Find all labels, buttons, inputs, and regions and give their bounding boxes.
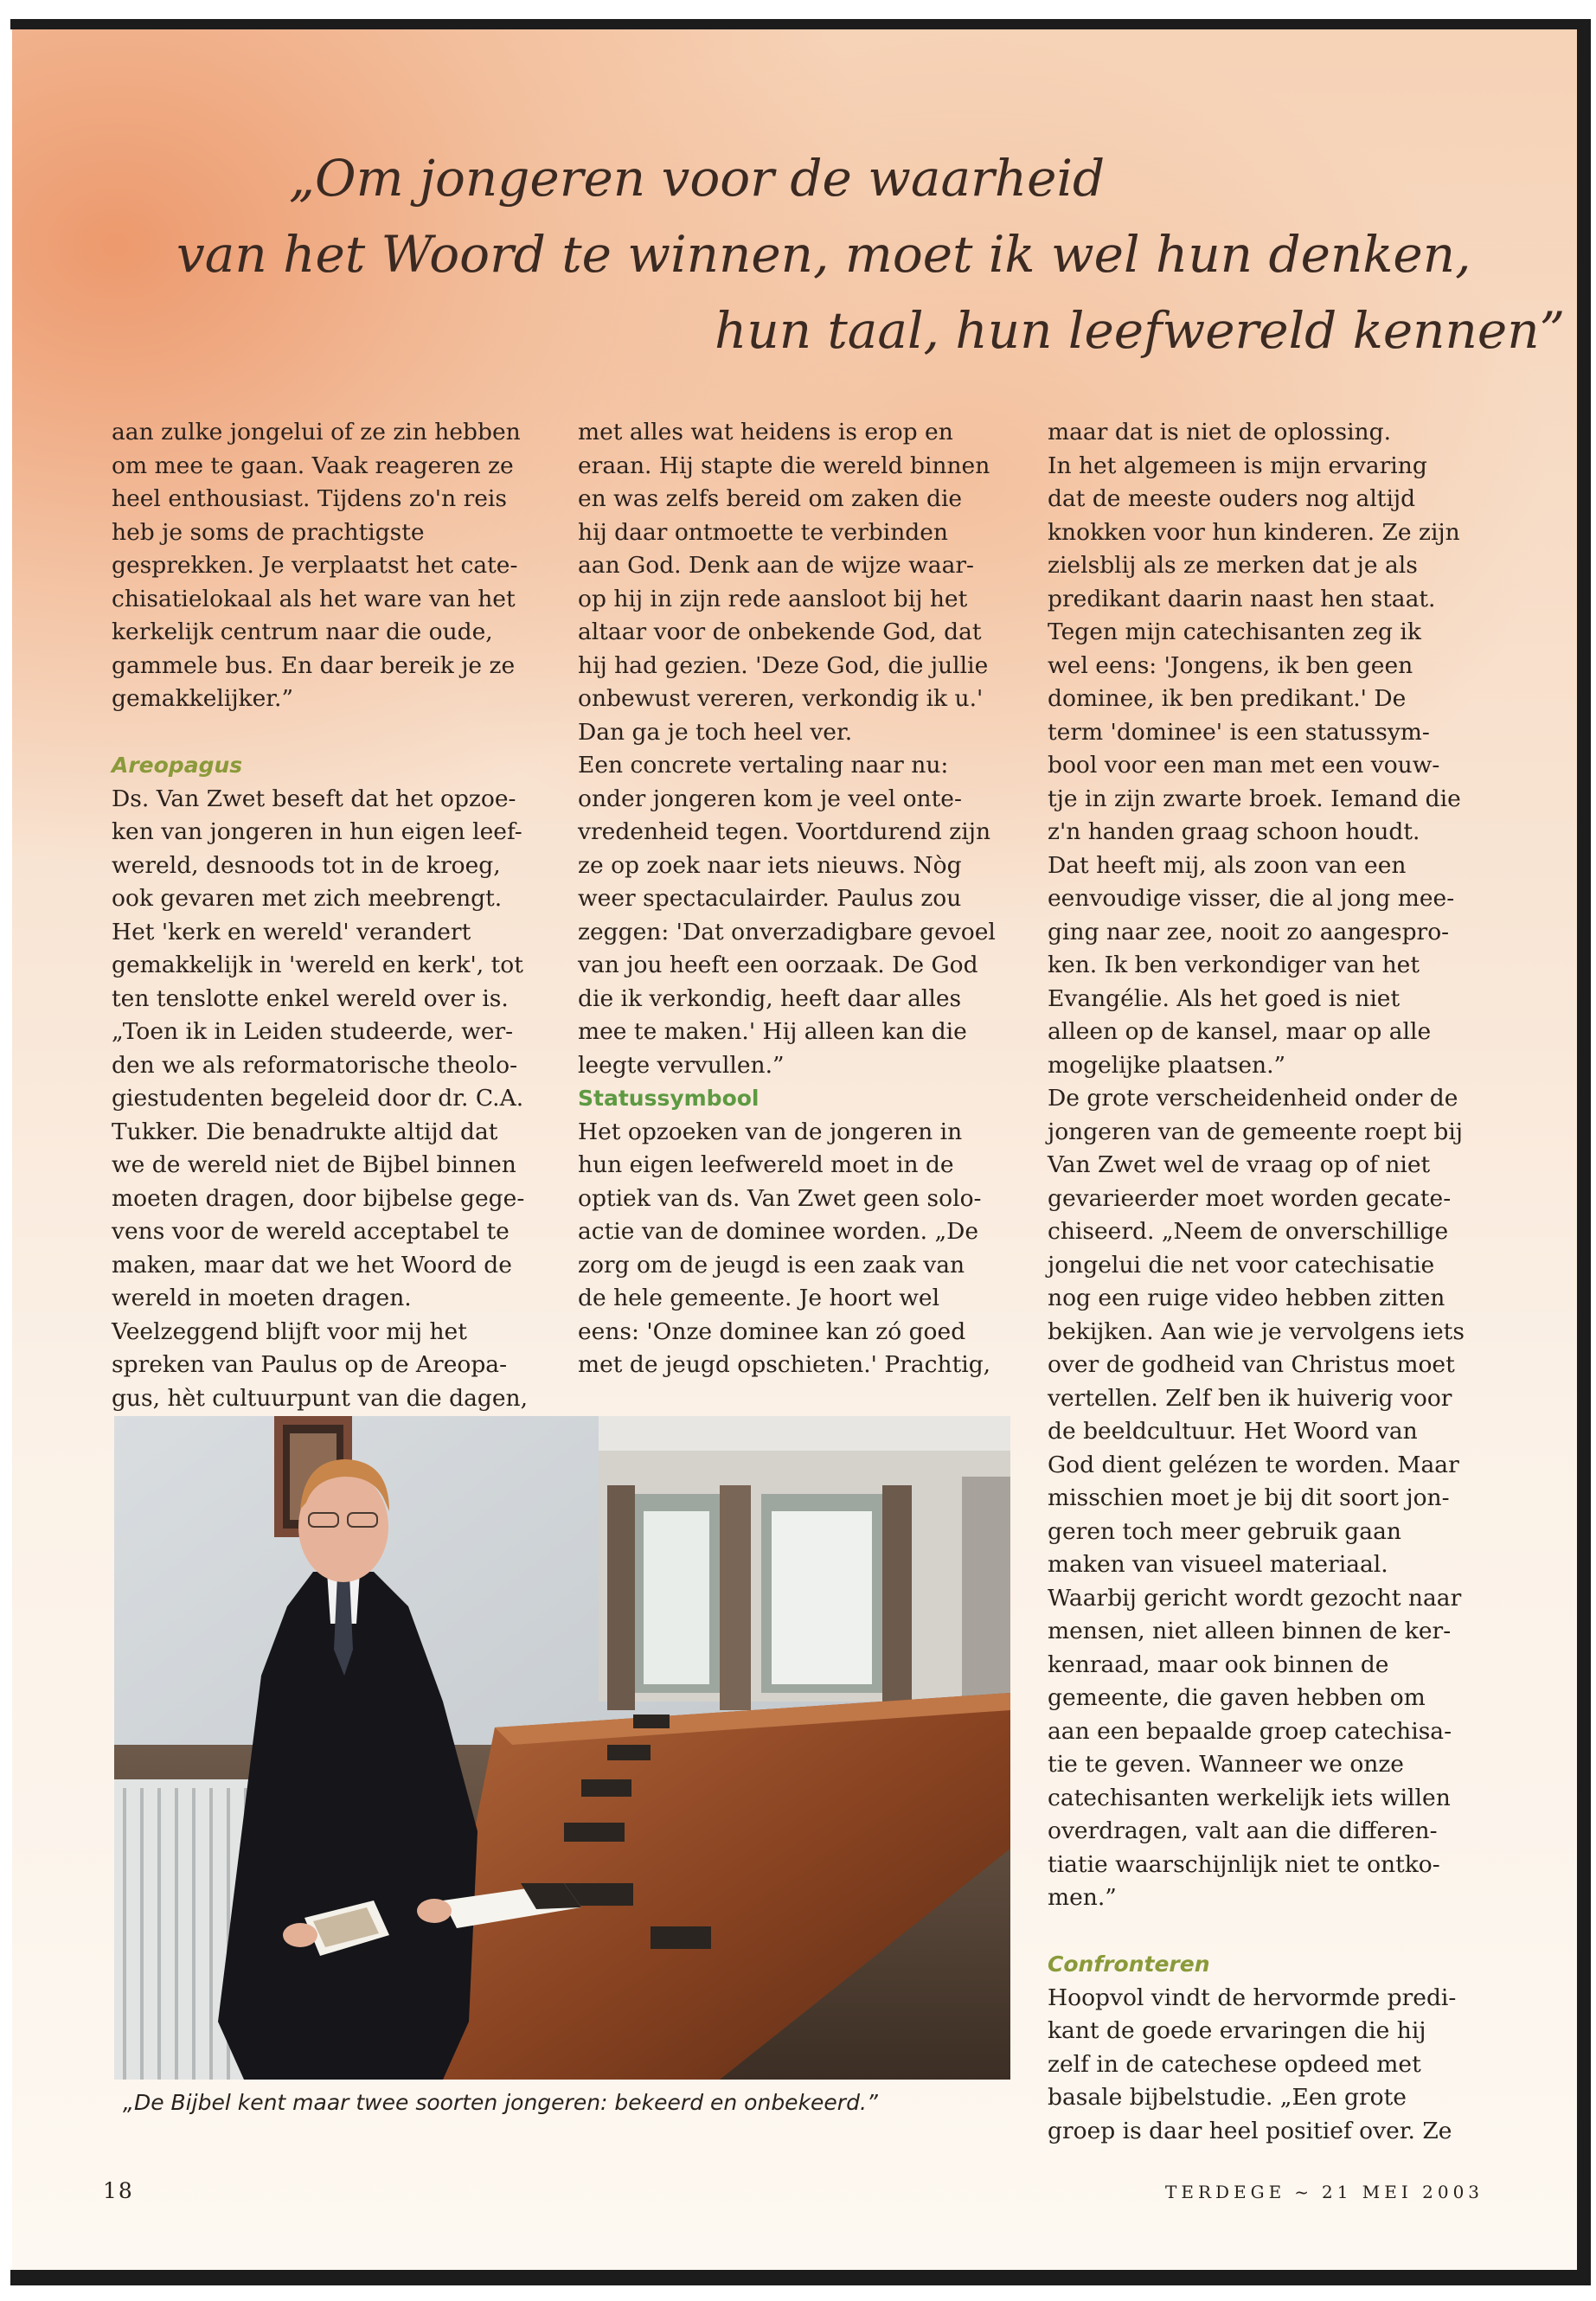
body-line: In het algemeen is mijn ervaring <box>1048 452 1427 479</box>
body-line: actie van de dominee worden. „De <box>578 1218 979 1245</box>
body-line: zielsblij als ze merken dat je als <box>1048 552 1418 579</box>
body-line: spreken van Paulus op de Areopa- <box>112 1351 508 1378</box>
subheading-confronteren: Confronteren <box>1048 1952 1210 1977</box>
body-line: giestudenten begeleid door dr. C.A. <box>112 1085 524 1112</box>
body-line: hun eigen leefwereld moet in de <box>578 1151 954 1178</box>
body-line: Dat heeft mij, als zoon van een <box>1048 851 1407 879</box>
body-line: eens: 'Onze dominee kan zó goed <box>578 1317 966 1345</box>
body-line: Het opzoeken van de jongeren in <box>578 1118 963 1145</box>
subheading-statussymbool: Statussymbool <box>578 1086 760 1111</box>
pull-quote-line: van het Woord te winnen, moet ik wel hun denken, <box>176 225 1471 284</box>
body-line: dominee, ik ben predikant.' De <box>1048 685 1407 712</box>
body-line: alleen op de kansel, maar op alle <box>1048 1018 1432 1045</box>
body-line: wereld, desnoods tot in de kroeg, <box>112 851 501 879</box>
body-line: zelf in de catechese opdeed met <box>1048 2050 1421 2078</box>
body-line: „Toen ik in Leiden studeerde, wer- <box>112 1018 514 1045</box>
body-line: onbewust vereren, verkondig ik u.' <box>578 685 984 712</box>
body-line: Ds. Van Zwet beseft dat het opzoe- <box>112 785 516 812</box>
body-line: maken van visueel materiaal. <box>1048 1551 1388 1578</box>
body-line: aan zulke jongelui of ze zin hebben <box>112 419 521 445</box>
body-line: heb je soms de prachtigste <box>112 518 425 546</box>
body-line: Veelzeggend blijft voor mij het <box>112 1317 467 1345</box>
body-line: weer spectaculairder. Paulus zou <box>578 885 962 912</box>
body-line: wereld in moeten dragen. <box>112 1285 412 1311</box>
issue-date: 21 MEI 2003 <box>1321 2182 1484 2202</box>
pull-quote-line: „Om jongeren voor de waarheid <box>289 149 1106 208</box>
body-line: Waarbij gericht wordt gezocht naar <box>1048 1584 1462 1612</box>
body-line: leegte vervullen.” <box>578 1051 785 1079</box>
article-column-1 <box>112 416 544 1415</box>
body-line: moeten dragen, door bijbelse gege- <box>112 1184 525 1212</box>
body-line: eraan. Hij stapte die wereld binnen <box>578 452 990 479</box>
body-line: met alles wat heidens is erop en <box>578 419 953 445</box>
body-line: overdragen, valt aan die differen- <box>1048 1817 1438 1844</box>
body-line: gemeente, die gaven hebben om <box>1048 1684 1426 1711</box>
body-line: gemakkelijk in 'wereld en kerk', tot <box>112 952 523 978</box>
body-line: gus, hèt cultuurpunt van die dagen, <box>112 1384 529 1412</box>
body-line: de hele gemeente. Je hoort wel <box>578 1285 940 1311</box>
body-line: gammele bus. En daar bereik je ze <box>112 651 516 679</box>
body-line: we de wereld niet de Bijbel binnen <box>112 1151 516 1178</box>
body-line: kant de goede ervaringen die hij <box>1048 2017 1426 2044</box>
body-line: jongelui die net voor catechisatie <box>1048 1251 1435 1279</box>
body-line: gemakkelijker.” <box>112 685 294 712</box>
body-line: vertellen. Zelf ben ik huiverig voor <box>1048 1384 1452 1412</box>
article-column-3 <box>1048 416 1480 2148</box>
photo-caption: „De Bijbel kent maar twee soorten jongeren: bekeerd en onbekeerd.” <box>123 2090 878 2115</box>
subheading-areopagus: Areopagus <box>112 753 243 778</box>
body-line: catechisanten werkelijk iets willen <box>1048 1784 1451 1811</box>
body-line: Tukker. Die benadrukte altijd dat <box>112 1118 498 1145</box>
body-line: onder jongeren kom je veel onte- <box>578 785 962 812</box>
body-line: over de godheid van Christus moet <box>1048 1351 1455 1378</box>
article-column-2 <box>578 416 1010 1382</box>
body-line: mensen, niet alleen binnen de ker- <box>1048 1618 1452 1644</box>
body-line: en was zelfs bereid om zaken die <box>578 485 963 512</box>
body-line: met de jeugd opschieten.' Prachtig, <box>578 1351 991 1378</box>
body-line: altaar voor de onbekende God, dat <box>578 619 982 645</box>
footer-separator: ~ <box>1294 2182 1313 2202</box>
body-line: van jou heeft een oorzaak. De God <box>578 952 978 978</box>
body-line: term 'dominee' is een statussym- <box>1048 718 1430 746</box>
body-line: hij daar ontmoette te verbinden <box>578 518 948 546</box>
body-line: Het 'kerk en wereld' verandert <box>112 918 471 945</box>
body-line: de beeldcultuur. Het Woord van <box>1048 1418 1418 1445</box>
body-line: Tegen mijn catechisanten zeg ik <box>1048 619 1421 645</box>
body-line: mee te maken.' Hij alleen kan die <box>578 1018 967 1045</box>
body-line: die ik verkondig, heeft daar alles <box>578 984 962 1012</box>
publication-footer <box>1165 2182 1492 2202</box>
page-number: 18 <box>103 2178 134 2203</box>
body-line: gevarieerder moet worden gecate- <box>1048 1184 1452 1212</box>
pull-quote <box>12 29 1577 393</box>
body-line: groep is daar heel positief over. Ze <box>1048 2117 1452 2144</box>
body-line: misschien moet je bij dit soort jon- <box>1048 1484 1450 1511</box>
body-line: maken, maar dat we het Woord de <box>112 1251 512 1279</box>
body-line: Een concrete vertaling naar nu: <box>578 752 949 779</box>
body-line: tje in zijn zwarte broek. Iemand die <box>1048 785 1461 812</box>
body-line: vens voor de wereld acceptabel te <box>112 1218 510 1245</box>
body-line: aan een bepaalde groep catechisa- <box>1048 1717 1452 1745</box>
magazine-page <box>12 29 1577 2270</box>
body-line: om mee te gaan. Vaak reageren ze <box>112 452 514 479</box>
body-line: zeggen: 'Dat onverzadigbare gevoel <box>578 918 996 945</box>
body-line: ken. Ik ben verkondiger van het <box>1048 952 1420 978</box>
body-line: jongeren van de gemeente roept bij <box>1048 1118 1464 1145</box>
scan-border-top <box>10 19 1590 29</box>
body-line: ze op zoek naar iets nieuws. Nòg <box>578 851 962 879</box>
body-line: eenvoudige visser, die al jong mee- <box>1048 885 1455 912</box>
body-line: Hoopvol vindt de hervormde predi- <box>1048 1984 1457 2011</box>
body-line: basale bijbelstudie. „Een grote <box>1048 2084 1407 2111</box>
body-line: men.” <box>1048 1884 1117 1911</box>
body-line: ook gevaren met zich meebrengt. <box>112 885 503 912</box>
blank-line <box>1048 1915 1480 1949</box>
body-line: gesprekken. Je verplaatst het cate- <box>112 552 518 579</box>
body-line: heel enthousiast. Tijdens zo'n reis <box>112 485 508 512</box>
body-line: mogelijke plaatsen.” <box>1048 1051 1286 1079</box>
body-line: kenraad, maar ook binnen de <box>1048 1650 1389 1678</box>
body-line: tie te geven. Wanneer we onze <box>1048 1751 1404 1778</box>
body-line: den we als reformatorische theolo- <box>112 1051 518 1079</box>
scan-border-right <box>1577 19 1591 2285</box>
body-line: chiseerd. „Neem de onverschillige <box>1048 1218 1449 1245</box>
body-line: dat de meeste ouders nog altijd <box>1048 485 1416 512</box>
body-line: maar dat is niet de oplossing. <box>1048 419 1391 445</box>
body-line: nog een ruige video hebben zitten <box>1048 1285 1445 1311</box>
blank-line <box>112 716 544 750</box>
body-line: predikant daarin naast hen staat. <box>1048 585 1436 612</box>
body-line: Evangélie. Als het goed is niet <box>1048 984 1401 1012</box>
body-line: Dan ga je toch heel ver. <box>578 718 853 746</box>
body-line: z'n handen graag schoon houdt. <box>1048 818 1420 845</box>
body-line: De grote verscheidenheid onder de <box>1048 1085 1458 1112</box>
publication-name: TERDEGE <box>1165 2182 1286 2202</box>
body-line: geren toch meer gebruik gaan <box>1048 1517 1401 1545</box>
scan-border-bottom <box>10 2270 1590 2285</box>
body-line: ken van jongeren in hun eigen leef- <box>112 818 522 845</box>
body-line: tiatie waarschijnlijk niet te ontko- <box>1048 1850 1440 1878</box>
body-line: ten tenslotte enkel wereld over is. <box>112 984 509 1012</box>
body-line: ging naar zee, nooit zo aangespro- <box>1048 918 1450 945</box>
pull-quote-line: hun taal, hun leefwereld kennen” <box>715 301 1566 360</box>
body-line: hij had gezien. 'Deze God, die jullie <box>578 651 989 679</box>
body-line: bekijken. Aan wie je vervolgens iets <box>1048 1317 1465 1345</box>
article-photo <box>114 1416 1010 2080</box>
body-line: op hij in zijn rede aansloot bij het <box>578 585 968 612</box>
body-line: kerkelijk centrum naar die oude, <box>112 619 493 645</box>
body-line: God dient gelézen te worden. Maar <box>1048 1451 1459 1478</box>
body-line: bool voor een man met een vouw- <box>1048 752 1440 779</box>
body-line: chisatielokaal als het ware van het <box>112 585 516 612</box>
body-line: Van Zwet wel de vraag op of niet <box>1048 1151 1431 1178</box>
body-line: aan God. Denk aan de wijze waar- <box>578 552 975 579</box>
body-line: optiek van ds. Van Zwet geen solo- <box>578 1184 982 1212</box>
body-line: knokken voor hun kinderen. Ze zijn <box>1048 518 1460 546</box>
body-line: zorg om de jeugd is een zaak van <box>578 1251 965 1279</box>
body-line: wel eens: 'Jongens, ik ben geen <box>1048 651 1413 679</box>
body-line: vredenheid tegen. Voortdurend zijn <box>578 818 991 845</box>
